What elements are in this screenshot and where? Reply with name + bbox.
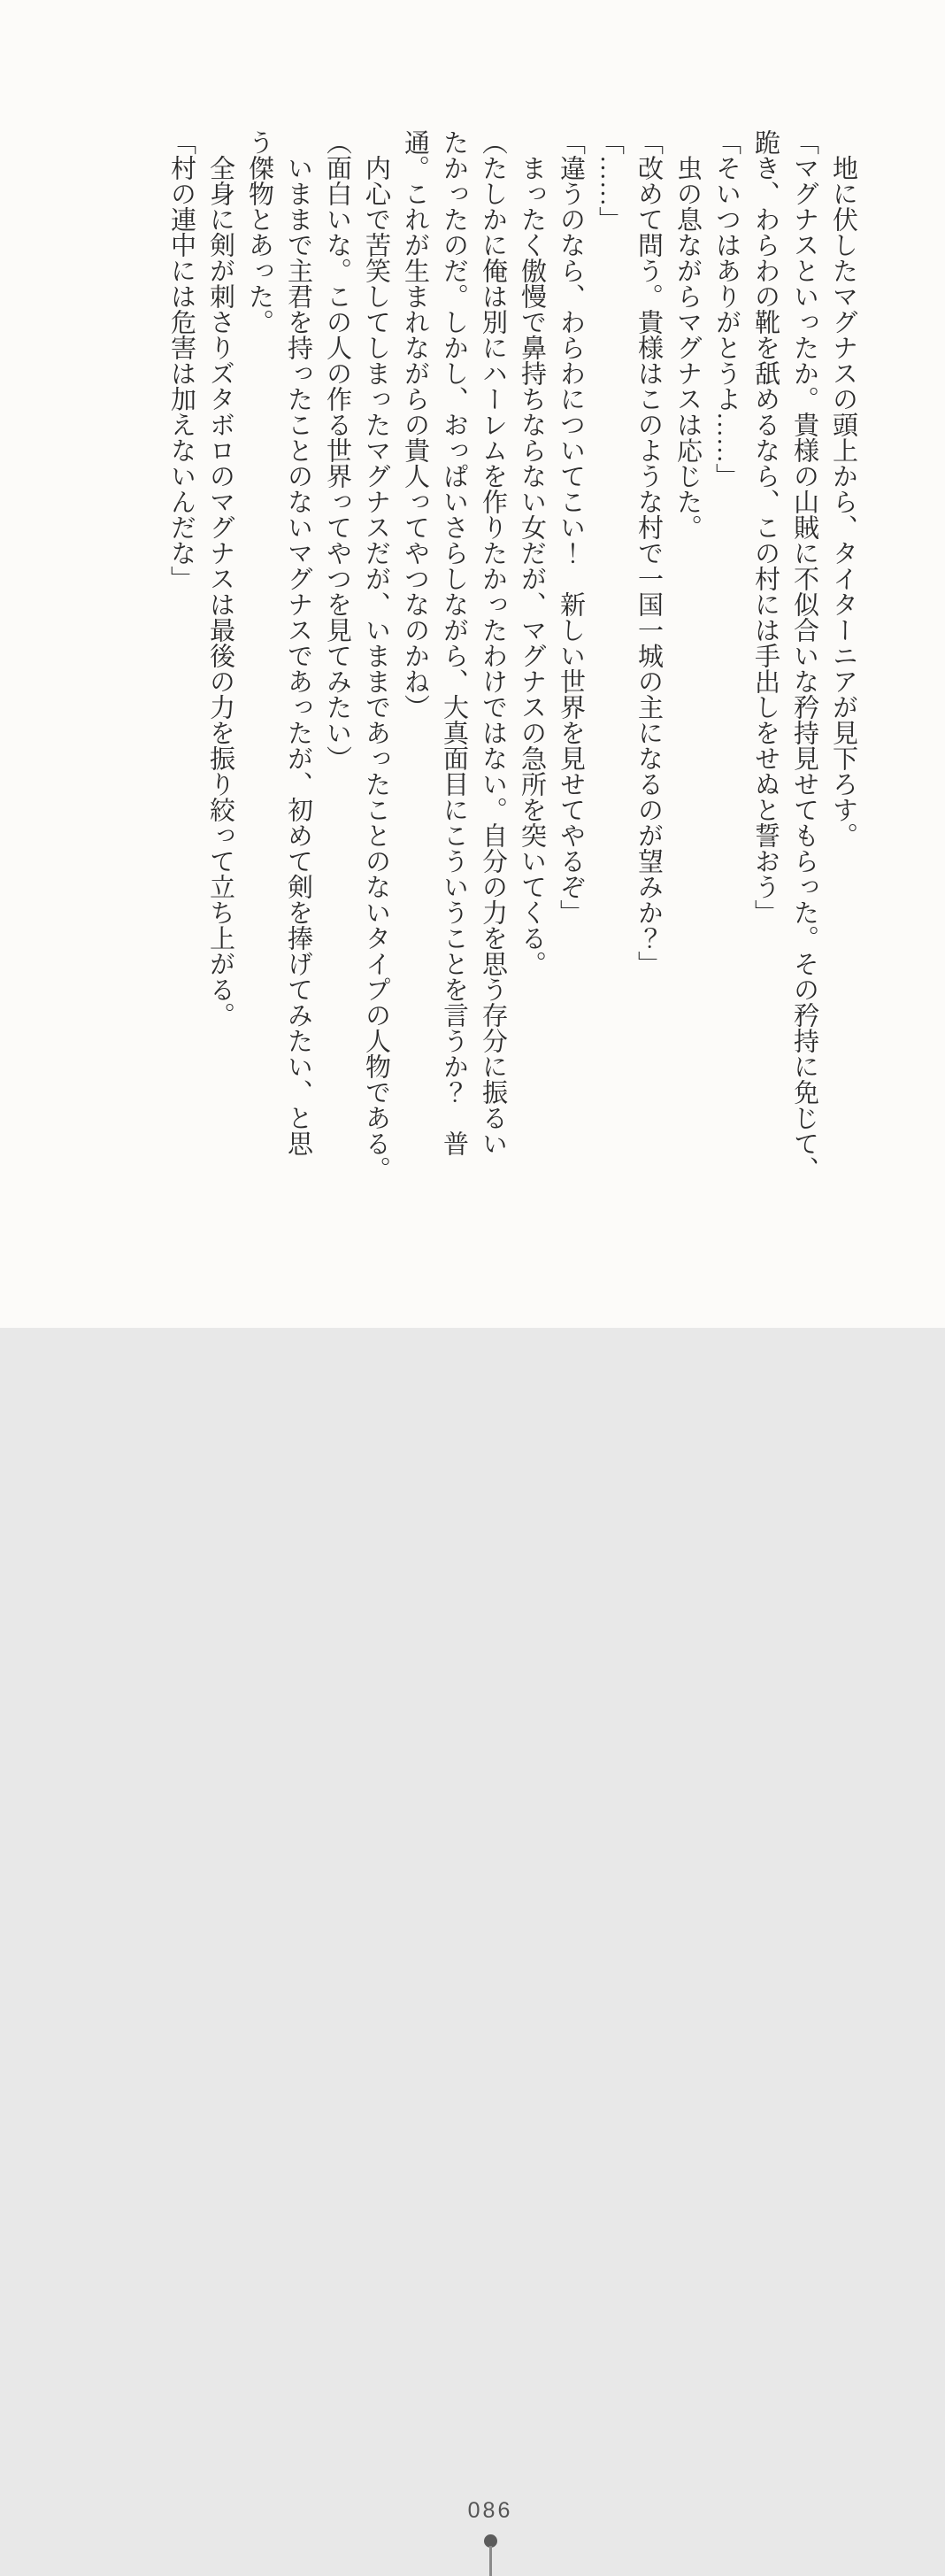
text-line: 「改めて問う。貴様はこのような村で一国一城の主になるのが望みか？」 [634,129,663,976]
text-line: （たしかに俺は別にハーレムを作りたかったわけではない。自分の力を思う存分に振るい [479,129,507,1156]
text-line: 通。これが生まれながらの貴人ってやつなのかね） [401,129,429,720]
text-line: 「……」 [595,129,624,232]
text-line: 「マグナスといったか。貴様の山賊に不似合いな矜持見せてもらった。その矜持に免じて、 [790,129,818,1182]
text-line: 「村の連中には危害は加えないんだな」 [167,129,196,591]
footer-stem-ornament-icon [489,2546,492,2576]
text-line: 内心で苦笑してしまったマグナスだが、いままであったことのないタイプの人物である。 [362,155,390,1182]
text-line: たかったのだ。しかし、おっぱいさらしながら、大真面目にこういうことを言うか？ 普 [440,129,468,1156]
text-line: 全身に剣が刺さりズタボロのマグナスは最後の力を振り絞って立ち上がる。 [206,155,234,1028]
body-text [162,129,863,1200]
text-line: 「違うのなら、わらわについてこい！ 新しい世界を見せてやるぞ」 [557,129,585,925]
text-line: 「そいつはありがとうよ……」 [712,129,741,489]
page-number: 086 [467,2498,513,2523]
text-line: 虫の息ながらマグナスは応じた。 [673,155,702,540]
text-line: （面白いな。この人の作る世界ってやつを見てみたい） [323,129,351,771]
text-line: まったく傲慢で鼻持ちならない女だが、マグナスの急所を突いてくる。 [518,155,546,976]
text-line: う傑物とあった。 [245,129,273,335]
text-line: 地に伏したマグナスの頭上から、タイターニアが見下ろす。 [829,155,857,848]
page-footer [0,1248,945,2523]
text-line: 跪き、わらわの靴を舐めるなら、この村には手出しをせぬと誓おう」 [751,129,780,925]
text-line: いままで主君を持ったことのないマグナスであったが、初めて剣を捧げてみたい、と思 [284,155,312,1156]
